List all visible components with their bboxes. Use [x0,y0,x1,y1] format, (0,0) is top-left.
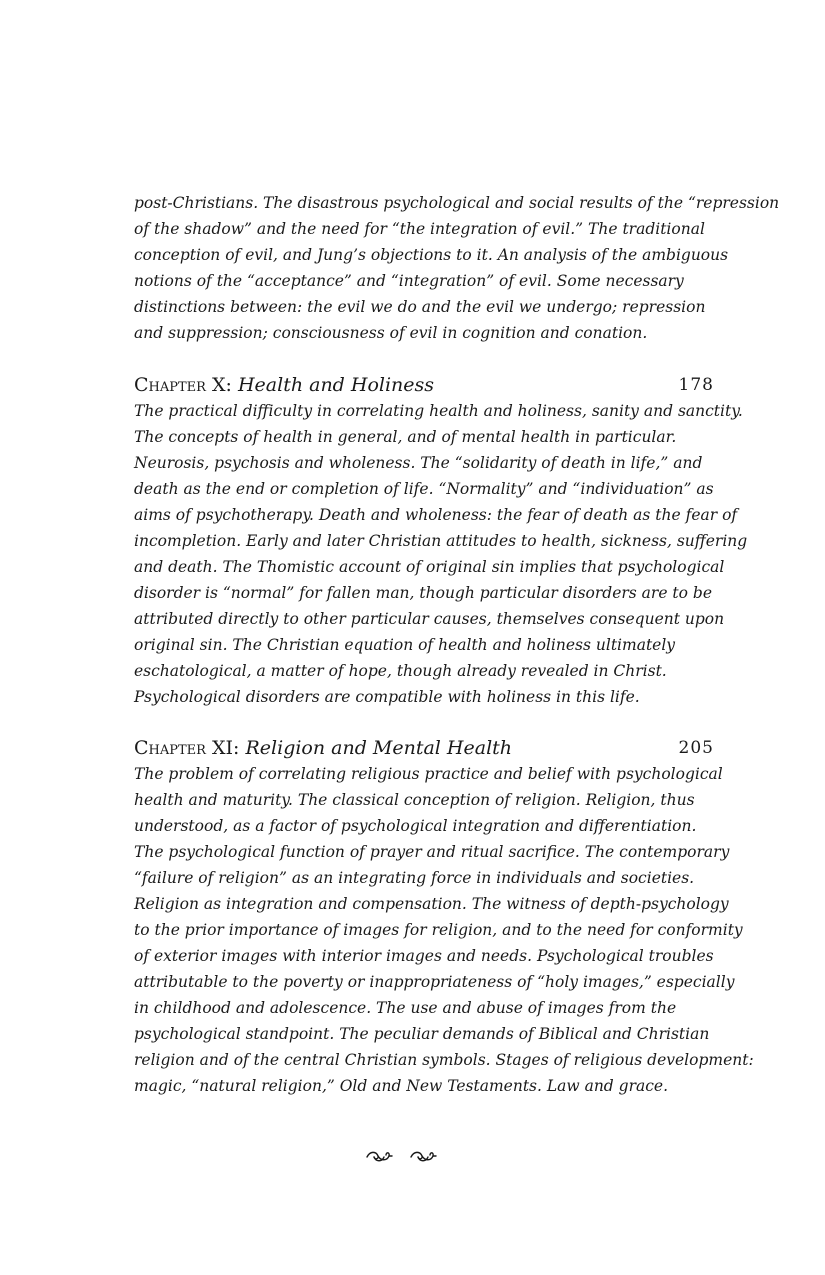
chapter-summary [134,761,754,1099]
chapter-title: Religion and Mental Health [245,737,513,759]
chapter-ix-summary-continued [134,190,780,346]
summary-line: disorder is “normal” for fallen man, though particular disorders are to be [134,584,713,602]
summary-line: attributable to the poverty or inappropriateness of “holy images,” especially [134,973,735,991]
summary-line: to the prior importance of images for religion, and to the need for conformity [134,921,743,939]
summary-line: The practical difficulty in correlating health and holiness, sanity and sanctity. [134,402,743,420]
summary-line: health and maturity. The classical conception of religion. Religion, thus [134,791,695,809]
summary-line: conception of evil, and Jung’s objections to it. An analysis of the ambiguous [134,246,729,264]
chapter-page-number: 178 [678,375,714,395]
chapter-x-entry [134,372,748,710]
summary-line: of the shadow” and the need for “the integration of evil.” The traditional [134,220,705,238]
summary-text [134,190,780,346]
summary-line: death as the end or completion of life. “Normality” and “individuation” as [134,480,714,498]
summary-line: attributed directly to other particular causes, themselves consequent upon [134,610,725,628]
summary-line: psychological standpoint. The peculiar demands of Biblical and Christian [134,1025,710,1043]
summary-line: “failure of religion” as an integrating force in individuals and societies. [134,869,695,887]
summary-line: and death. The Thomistic account of original sin implies that psychological [134,558,725,576]
summary-line: aims of psychotherapy. Death and wholeness: the fear of death as the fear of [134,506,738,524]
chapter-summary [134,398,748,710]
chapter-heading [134,372,714,398]
summary-line: in childhood and adolescence. The use and abuse of images from the [134,999,677,1017]
fleuron-ornament-icon [364,1146,444,1166]
fleuron-left [367,1152,392,1160]
chapter-title: Health and Holiness [237,374,435,396]
fleuron-right [411,1152,436,1160]
summary-line: Neurosis, psychosis and wholeness. The “solidarity of death in life,” and [134,454,703,472]
summary-line: Psychological disorders are compatible with holiness in this life. [134,688,640,706]
summary-line: incompletion. Early and later Christian attitudes to health, sickness, suffering [134,532,748,550]
summary-line: The problem of correlating religious practice and belief with psychological [134,765,723,783]
summary-line: The psychological function of prayer and ritual sacrifice. The contemporary [134,843,730,861]
summary-line: magic, “natural religion,” Old and New Testaments. Law and grace. [134,1077,669,1095]
chapter-label: Chapter XI: [134,737,240,759]
summary-line: post-Christians. The disastrous psychological and social results of the “repression [134,194,780,212]
summary-line: Religion as integration and compensation. The witness of depth-psychology [134,895,729,913]
chapter-label: Chapter X: [134,374,232,396]
chapter-page-number: 205 [678,738,714,758]
summary-line: understood, as a factor of psychological integration and differentiation. [134,817,697,835]
summary-line: distinctions between: the evil we do and the evil we undergo; repression [134,298,706,316]
summary-line: original sin. The Christian equation of health and holiness ultimately [134,636,676,654]
summary-line: The concepts of health in general, and of mental health in particular. [134,428,677,446]
summary-line: notions of the “acceptance” and “integration” of evil. Some necessary [134,272,684,290]
summary-line: of exterior images with interior images and needs. Psychological troubles [134,947,714,965]
chapter-xi-entry [134,735,754,1099]
summary-line: and suppression; consciousness of evil in cognition and conation. [134,324,648,342]
summary-line: eschatological, a matter of hope, though already revealed in Christ. [134,662,667,680]
summary-line: religion and of the central Christian symbols. Stages of religious development: [134,1051,754,1069]
chapter-heading [134,735,714,761]
